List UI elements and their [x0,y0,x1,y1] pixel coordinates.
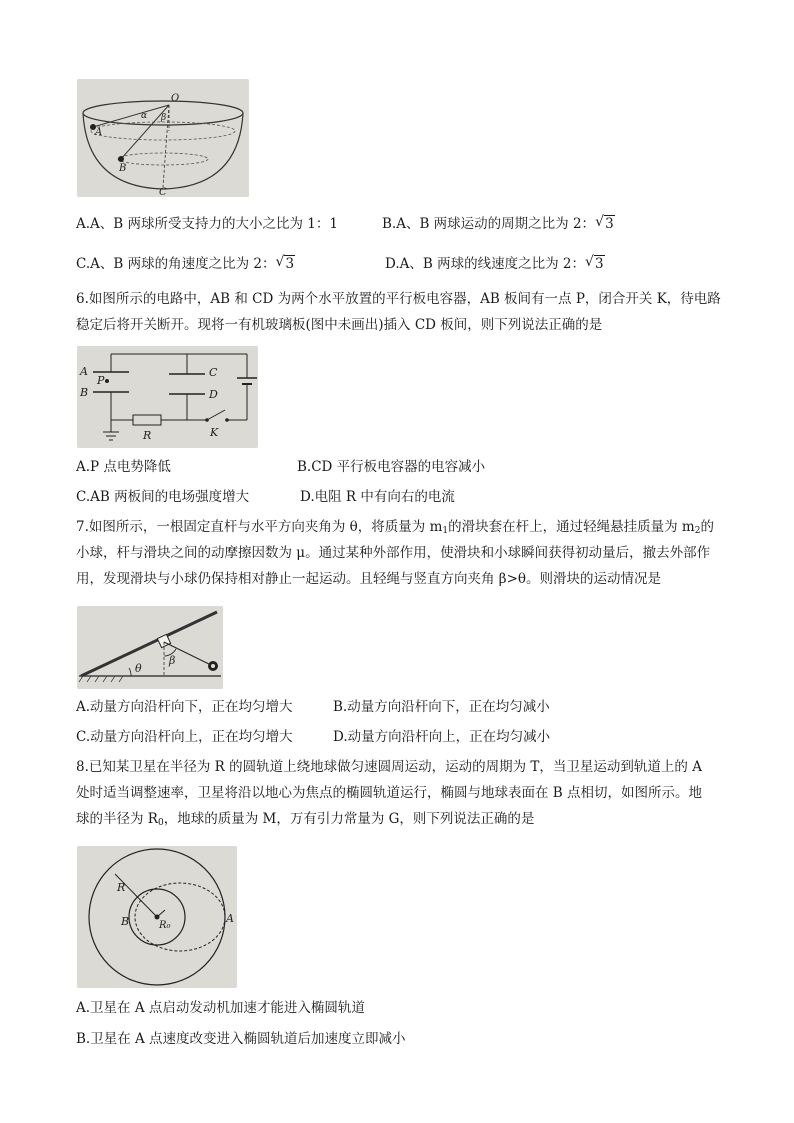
label-r: R [117,881,126,894]
label-a: A [226,912,234,925]
circuit-figure [77,346,258,448]
q5-option-b: B.A、B 两球运动的周期之比为 2： √ 3 [382,214,614,232]
label-a: A [80,365,88,378]
label-c: C [209,366,218,379]
q5-option-d: D.A、B 两球的线速度之比为 2： √ 3 [385,254,604,272]
label-beta: β [161,113,167,123]
label-o: O [171,93,180,104]
label-alpha: α [141,111,148,121]
label-r: R [143,429,152,442]
q6-option-a: A.P 点电势降低 [76,459,171,475]
q5-option-c: C.A、B 两球的角速度之比为 2： √ 3 [76,254,295,272]
label-a: A [95,127,103,138]
label-d: D [209,388,218,401]
label-b: B [119,163,127,174]
q6-stem: 6.如图所示的电路中，AB 和 CD 为两个水平放置的平行板电容器，AB 板间有一点 P，闭合开关 K，待电路 稳定后将开关断开。现将一有机玻璃板(图中未画出)插入 CD 板间，则下列说法正确的是 [76,291,721,333]
q6-option-d: D.电阻 R 中有向右的电流 [300,489,455,505]
q8-option-a: A.卫星在 A 点启动发动机加速才能进入椭圆轨道 [76,1000,365,1016]
label-b: B [121,915,130,928]
q7-option-b: B.动量方向沿杆向下，正在均匀减小 [333,699,550,715]
q7-option-a: A.动量方向沿杆向下，正在均匀增大 [76,699,293,715]
label-r0: R₀ [159,920,171,931]
label-theta: θ [135,662,142,675]
label-c: C [159,187,167,197]
label-k: K [210,426,219,439]
rod-slider-figure [77,606,223,689]
q6-option-c: C.AB 两板间的电场强度增大 [76,489,250,505]
q6-option-b: B.CD 平行板电容器的电容减小 [297,459,486,475]
q7-stem: 7.如图所示，一根固定直杆与水平方向夹角为 θ，将质量为 $m_1$的滑块套在杆上，通过轻绳悬挂质量为 $m_2$的 小球，杆与滑块之间的动摩擦因数为 μ。通过某种外部作用，使滑块和小球瞬间获得初动量后，撤去外部作 用，发现滑块与小球仍保持相对静止一起运动。且轻绳与竖直方向夹角 β>θ。则滑块的运动情况是 [76,519,714,587]
bowl-figure [77,79,249,197]
orbit-figure [77,846,237,988]
q7-option-d: D.动量方向沿杆向上，正在均匀减小 [333,729,551,745]
label-b: B [80,386,89,399]
q8-stem: 8.已知某卫星在半径为 R 的圆轨道上绕地球做匀速圆周运动，运动的周期为 T，当卫星运动到轨道上的 A 处时适当调整速率，卫星将沿以地心为焦点的椭圆轨道运行，椭圆与地球表面在 B 点相切，如图所示。地 球的半径为 $R_0$，地球的质量为 M，万有引力常量为 G，则下列说法正确的是 [76,759,703,828]
q5-option-a: A.A、B 两球所受支持力的大小之比为 1：1 [76,216,338,232]
label-p: P [97,374,105,387]
q8-option-b: B.卫星在 A 点速度改变进入椭圆轨道后加速度立即减小 [76,1031,406,1047]
q7-option-c: C.动量方向沿杆向上，正在均匀增大 [76,729,293,745]
label-beta: β [169,654,176,667]
